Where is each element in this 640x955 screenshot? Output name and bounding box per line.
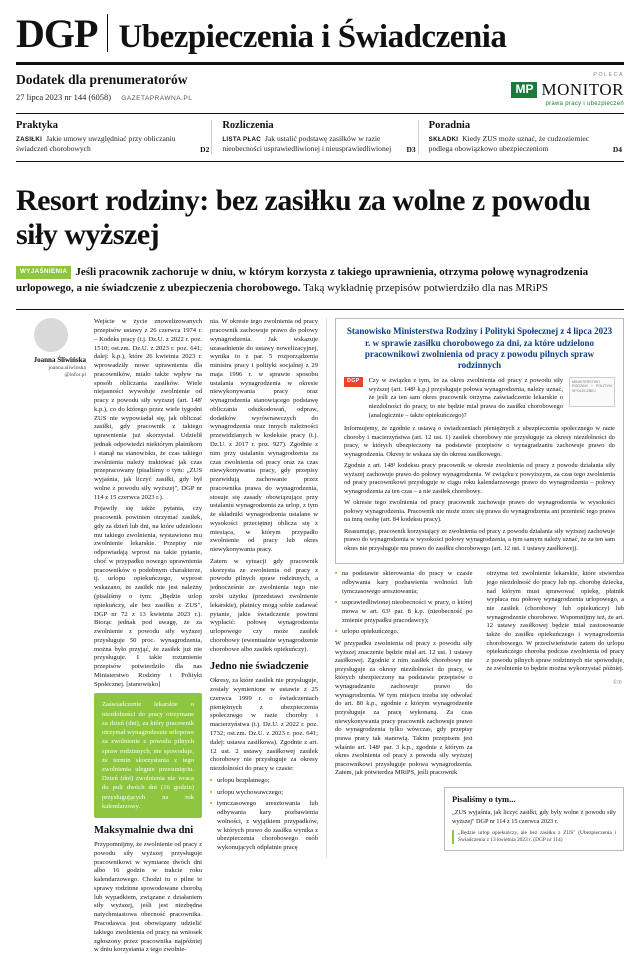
teaser-page-ref: D2 (200, 145, 210, 155)
paragraph: Reasumując, pracownik korzystający ze zwolnienia od pracy z powodu działania siły wyższej zachowuje prawo do wynagrodzenia w wysokości połowy wynagrodzenia, a tym samym należy uznać, że za ten sam okres nie przysługuje mu prawo do zasiłku chorobowego (art. 12 ust. 1 ustawy zasiłkowej). (344, 527, 615, 552)
writebox-row (335, 787, 624, 851)
ministry-statement-box (335, 318, 624, 564)
teaser-kicker: SKŁADKI (428, 136, 459, 143)
statement-body (344, 425, 615, 553)
question-text: Czy w związku z tym, że za okres zwolnienia od pracy z powodu siły wyższej (art. 148¹ k.p.) przysługuje połowa wynagrodzenia, należy uznać, że jeśli za ten sam okres pracownik otrzyma zaświadczenie lekarskie o niezdolności do pracy, to nie będzie miał prawa do zasiłku chorobowego (analogicznie – także opiekuńczego)? (368, 377, 563, 419)
paragraph: Przypomnijmy, że zwolnienie od pracy z powodu siły wyższej przysługuje pracownikowi w wymiarze dwóch dni albo 16 godzin w trakcie roku kalendarzowego. Chodzi tu o pilne te sprawy rodzinne spowodowane chorobą lub wypadkiem, związane z działaniem siły wyższej, jeśli jest niezbędna natychmiastowa obecność pracownika. Pracodawca jest obowiązany udzielić takiego zwolnienia od pracy na wniosek zgłoszony przez pracownika najpóźniej w dniu korzystania z tego zwolnie- (94, 841, 202, 954)
paragraph: Pojawiły się także pytania, czy pracownik powinien otrzymać zasiłek, gdy za dzień lub dni, na które udzielono mu takiego zwolnienia, wystawiono mu zwolnienie lekarskie. Przepisy nie odpowiadają wprost na takie pytanie, choć w przypadku nowego uprawnienia pracowników o podobnym charakterze, tj. urlopu opiekuńczego, wyprost wskazano, że zasiłek nie jest należny (pisaliśmy o tym: „Będzie urlop opiekuńczy, ale bez zasiłku z ZUS", DGP nr 72 z 13 kwietnia 2023 r.). Biorąc jednak pod uwagę, że za zwolnienie z powodu siły wyższej przysługuje 50 proc. wynagrodzenia, można było przyjąć, że zasiłek już nie przysługuje. I takie rozumienie przepisów potwierdziło dla nas Ministerstwo Rodziny i Polityki Społecznej. [stanowisko] (94, 505, 202, 688)
pull-quote-box: Zaświadczenie lekarskie o niezdolności do pracy otrzymane za dzień (dni), za który pracownik otrzymał wynagrodzenie urlopowe za zwolnienie z powodu pilnych spraw rodzinnych, nie spowoduje, że termin skorzystania z tego zwolnienia ulegnie przesunięciu. Dzień (dni) zwolnienia nie wraca do puli dwóch dni (16 godzin) przysługujących na rok kalendarzowy. (94, 693, 202, 818)
teaser-row (16, 114, 624, 154)
monitor-badge-icon: MP (511, 82, 537, 97)
list-item: ■ na podstawie skierowania do pracy w czasie odbywania kary pozbawienia wolności lub tymczasowego aresztowania; (335, 570, 473, 596)
list-item: ■ usprawiedliwionej nieobecności w pracy, o której mowa w art. 63¹ par. 8 k.p. (nieobecność po zmienie przypadku pracodawcy); (335, 599, 473, 625)
masthead (16, 0, 624, 54)
promo-block (474, 72, 624, 107)
teaser-page-ref: D4 (612, 145, 622, 155)
article-body (16, 318, 624, 954)
standfirst-rest: Taką wykładnię przepisów potwierdziło dla nas MRiPS (303, 282, 548, 295)
standfirst-tag: WYJAŚNIENIA (16, 266, 71, 279)
copyright-mark: ©℗ (612, 680, 622, 687)
teaser-heading: Poradnia (428, 120, 471, 131)
tail-column-2 (480, 570, 625, 781)
paragraph: nia. W okresie tego zwolnienia od pracy pracownik zachowuje prawo do połowy wynagrodzenia. Jak wskazuje uzasadnienie do ustawy nowelizacyjnej, wynika to z par. 5 rozporządzenia ministra pracy i polityki socjalnej z 29 maja 1996 r. w sprawie sposobu ustalania wynagrodzenia w okresie niewykonywania pracy oraz wynagrodzenia stanowiącego podstawę obliczania odszkodowań, odpraw, dodatków wyrównawczych do wynagrodzenia oraz innych należności przewidzianych w kodeksie pracy (t.j. Dz.U. z 2017 r. poz. 927). Zgodnie z nim przy ustalaniu wynagrodzenia za czas zwolnienia od pracy oraz za czas niewykonywania pracy, gdy przepisy przewidują zachowanie przez pracownika prawa do wynagrodzenia, stosuje się zasady obowiązujące przy ustalaniu wynagrodzenia za urlop, z tym że składniki wynagrodzenia ustalane w wysokości przeciętnej oblicza się z miesiąca, w którym przypadło zwolnienie od pracy lub okres niewykonywania pracy. (210, 318, 318, 554)
promo-subtitle: prawa pracy i ubezpieczeń (545, 101, 624, 107)
paragraph: W przypadku zwolnienia od pracy z powodu siły wyższej znaczenie będzie miał art. 12 ust. 1 ustawy zasiłkowej. Zgodnie z nim zasiłek chorobowy nie przysługuje za okresy niezdolności do pracy, w których ubezpieczony na podstawie przepisów o wynagradzaniu zachowuje prawo do wynagrodzenia. W tym miejscu trzeba się odwołać do art. 80 k.p., zgodnie z którym wynagrodzenie przysługuje za pracę wykonaną. Za czas niewykonywania pracy pracownik zachowuje prawo do wynagrodzenia tylko wówczas, gdy przepisy prawa pracy tak stanowią. Takim przepisem jest właśnie art. 148¹ par. 3 k.p., zgodnie z którym za okres zwolnienia od pracy z powodu siły wyższej pracownikowi przysługuje połowa wynagrodzenia. Zatem, jak potwierdza MRiPS, jeśli pracownik (335, 639, 473, 777)
author-email-domain[interactable]: @infor.pl (64, 371, 86, 378)
list-item: ■ urlopu opiekuńczego. (335, 628, 473, 637)
article-column-2 (210, 318, 326, 858)
issue-date: 27 lipca 2023 nr 144 (6058) (16, 92, 112, 102)
dgp-tag-icon: DGP (344, 377, 363, 387)
paragraph: W okresie tego zwolnienia od pracy pracownik zachowuje prawo do wynagrodzenia w wysokości połowy wynagrodzenia. Pracownik nie może zrzec się prawa do wynagrodzenia ani przenieść tego prawa na inną osobę (art. 84 kodeksu pracy). (344, 499, 615, 524)
teaser-item[interactable] (16, 120, 211, 154)
paragraph: Okresy, za które zasiłek nie przysługuje, zostały wymienione w ustawie z 25 czerwca 1999 r. o świadczeniach pieniężnych z ubezpieczenia społecznego w razie choroby i macierzyństwa (t.j. Dz.U. z 2022 r. poz. 1732; ost.zm. Dz.U. z 2023 r. poz. 641; dalej: ustawa zasiłkowa). Zgodnie z art. 12 ust. 2 ustawy zasiłkowej zasiłek chorobowy nie przysługuje za okresy niezdolności do pracy w czasie: (210, 677, 318, 773)
article-column-1 (94, 318, 210, 954)
teaser-item[interactable] (418, 120, 624, 154)
paragraph: Zatem w sytuacji gdy pracownik skorzysta ze zwolnienia od pracy z powodu pilnych spraw rodzinnych, a jednocześnie ze zwolnienia tego nie zrobi użytku (przedstawi zwolnienie lekarskie), płatnicy mogą sobie zadawać pytanie, jakie świadczenie powinni wypłacić: połowę wynagrodzenia urlopowego czy może zasiłek chorobowy (ewentualnie wynagrodzenie chorobowe albo zasiłek opiekuńczy). (210, 557, 318, 653)
paragraph: Informujemy, że zgodnie z ustawą o świadczeniach pieniężnych z ubezpieczenia społecznego w razie choroby i macierzyństwa (art. 12 ust. 1) zasiłek chorobowy nie przysługuje za okresy niezdolności do pracy, w których ubezpieczony na podstawie przepisów o wynagradzaniu zachowuje prawo do wynagrodzenia. Okresy te wskaza się do okresu zasiłkowego. (344, 425, 615, 458)
avatar (34, 318, 68, 352)
related-title: Pisaliśmy o tym... (452, 794, 516, 805)
teaser-text: Jak ustalić podstawę zasiłków w razie nieobecności usprawiedliwionej i nieusprawiedliwionej (222, 134, 392, 154)
teaser-kicker: LISTA PŁAC (222, 136, 262, 143)
question-row (344, 377, 615, 420)
byline-column (16, 318, 94, 858)
page-title: Resort rodziny: bez zasiłku za wolne z powodu siły wyższej (16, 184, 591, 251)
list-item: ■ tymczasowego aresztowania lub odbywania kary pozbawienia wolności, z wyjątkiem przypadków, w których prawo do zasiłku wynika z ubezpieczenia chorobowego osób wykonujących odpłatnie pracę (210, 800, 318, 853)
teaser-page-ref: D3 (406, 145, 416, 155)
brand-logo: DGP (16, 11, 98, 56)
list-item: ■ urlopu wychowawczego; (210, 789, 318, 798)
paragraph: Wejście w życie znowelizowanych przepisów ustawy z 26 czerwca 1974 r. – Kodeks pracy (t.j. Dz.U. z 2022 r. poz. 1510; ost.zm. Dz.U. z 2023 r. poz. 641; dalej: k.p.), które 26 kwietnia 2023 r. wprowadziły nowe uprawnienia dla pracowników, miało także wpływ na sposób obliczania zasiłków. Wiele niejasności wywołuje zwolnienie od pracy z powodu siły wyższej (art. 148' k.p.), co do którego przez wiele tygodni ZUS nie wypowiadał się, jak obliczać zasiłki, gdy pracownik z takiego uprawnienia już skorzystał. Udzielił jednak odpowiedzi niektórym płatnikom i stanął na stanowisku, że czas takiego zwolnienia należy traktować jak czas przepracowany (pisaliśmy o tym: „ZUS wyjaśnia, jak liczyć zasiłki, gdy był wolne z powodu siły wyższej", DGP nr 114 z 15 czerwca 2023 r.). (94, 318, 202, 501)
sidebar-column (326, 318, 624, 858)
teaser-kicker: ZASIŁKI (16, 136, 43, 143)
paragraph: Zgodnie z art. 148¹ kodeksu pracy pracownik w okresie zwolnienia od pracy z powodu działania siły wyższej zachowuje prawo do połowy wynagrodzenia. W związku z powyższym, za czas tego zwolnienia od pracy pracownikowi przysługuje w ciągu roku kalendarzowego prawo do wynagrodzenia – połowy wynagrodzenia za ten czas – a nie zasiłek chorobowy. (344, 462, 615, 495)
article-tail (335, 570, 624, 781)
statement-title: Stanowisko Ministerstwa Rodziny i Polityki Społecznej z 4 lipca 2023 r. w sprawie zasiłku chorobowego za dni, za które udzielono pracownikowi zwolnienia od pracy z powodu pilnych spraw rodzinnych (346, 326, 613, 371)
section-subheading: Jedno nie świadczenie (210, 661, 309, 673)
list-item: ■ urlopu bezpłatnego; (210, 777, 318, 786)
standfirst-bold: Jeśli pracownik zachoruje w dniu, w którym korzysta z takiego uprawnienia, otrzyma połowę wynagrodzenia urlopowego, a nie świadczenie z ubezpieczenia chorobowego. (16, 266, 589, 295)
site-url: GAZETAPRAWNA.PL (121, 95, 193, 102)
ministry-logo-icon: MINISTERSTWO RODZINY I POLITYKI SPOŁECZNEJ (569, 377, 615, 407)
teaser-text: Kiedy ZUS może uznać, że cudzoziemiec podlega obowiązkowo ubezpieczeniom (428, 134, 590, 154)
tail-column-1 (335, 570, 480, 781)
paragraph: otrzyma też zwolnienie lekarskie, które stwierdza jego niezdolność do pracy lub np. chorobę dziecka, nad którym musi sprawować opiekę, płatnik wypłaca mu połowę wynagrodzenia urlopowego, a nie zasiłek (chorobowy lub opiekuńczy) lub wynagrodzenie chorobowe. Wspomnijmy też, że art. 12 ustawy zasiłkowej będzie miał zastosowanie także do zasiłku opiekuńczego i wynagrodzenia chorobowego. W przeciwieństwie zatem do urlopu opiekuńczego choroba podczas zwolnienia od pracy z powodu pilnych spraw rodzinnych nie spowoduje, że zwolnienie to będzie można wykorzystać później. (486, 570, 624, 673)
subheader-bar (16, 65, 624, 107)
teaser-item[interactable] (211, 120, 417, 154)
standfirst (16, 265, 624, 297)
section-subheading: Maksymalnie dwa dni (94, 825, 194, 837)
teaser-heading: Rozliczenia (222, 120, 274, 131)
standfirst-rule (16, 309, 624, 310)
teaser-heading: Praktyka (16, 120, 58, 131)
masthead-title: Ubezpieczenia i Świadczenia (118, 19, 507, 55)
teaser-text: Jakie umowy uwzględniać przy obliczaniu świadczeń chorobowych (16, 134, 176, 154)
masthead-divider (107, 14, 108, 52)
related-note: „Będzie urlop opiekuńczy, ale bez zasiłku z ZUS" (Ubezpieczenia i Świadczenia z 13 kwietnia 2023 r. (DGP nr 114) (452, 830, 616, 844)
related-articles-box[interactable] (444, 787, 624, 851)
author-email[interactable]: joanna.sliwinska (48, 364, 86, 371)
promo-label: POLECA (593, 72, 624, 78)
related-body: „ZUS wyjaśnia, jak liczyć zasiłki, gdy były wolne z powodu siły wyższej" DGP nr 114 z 15 czerwca 2023 r. (452, 809, 616, 825)
supplement-title: Dodatek dla prenumeratorów (16, 72, 188, 87)
teaser-rule (16, 161, 624, 162)
author-name: Joanna Śliwińska (33, 356, 86, 365)
monitor-wordmark: MONITOR (541, 80, 624, 99)
